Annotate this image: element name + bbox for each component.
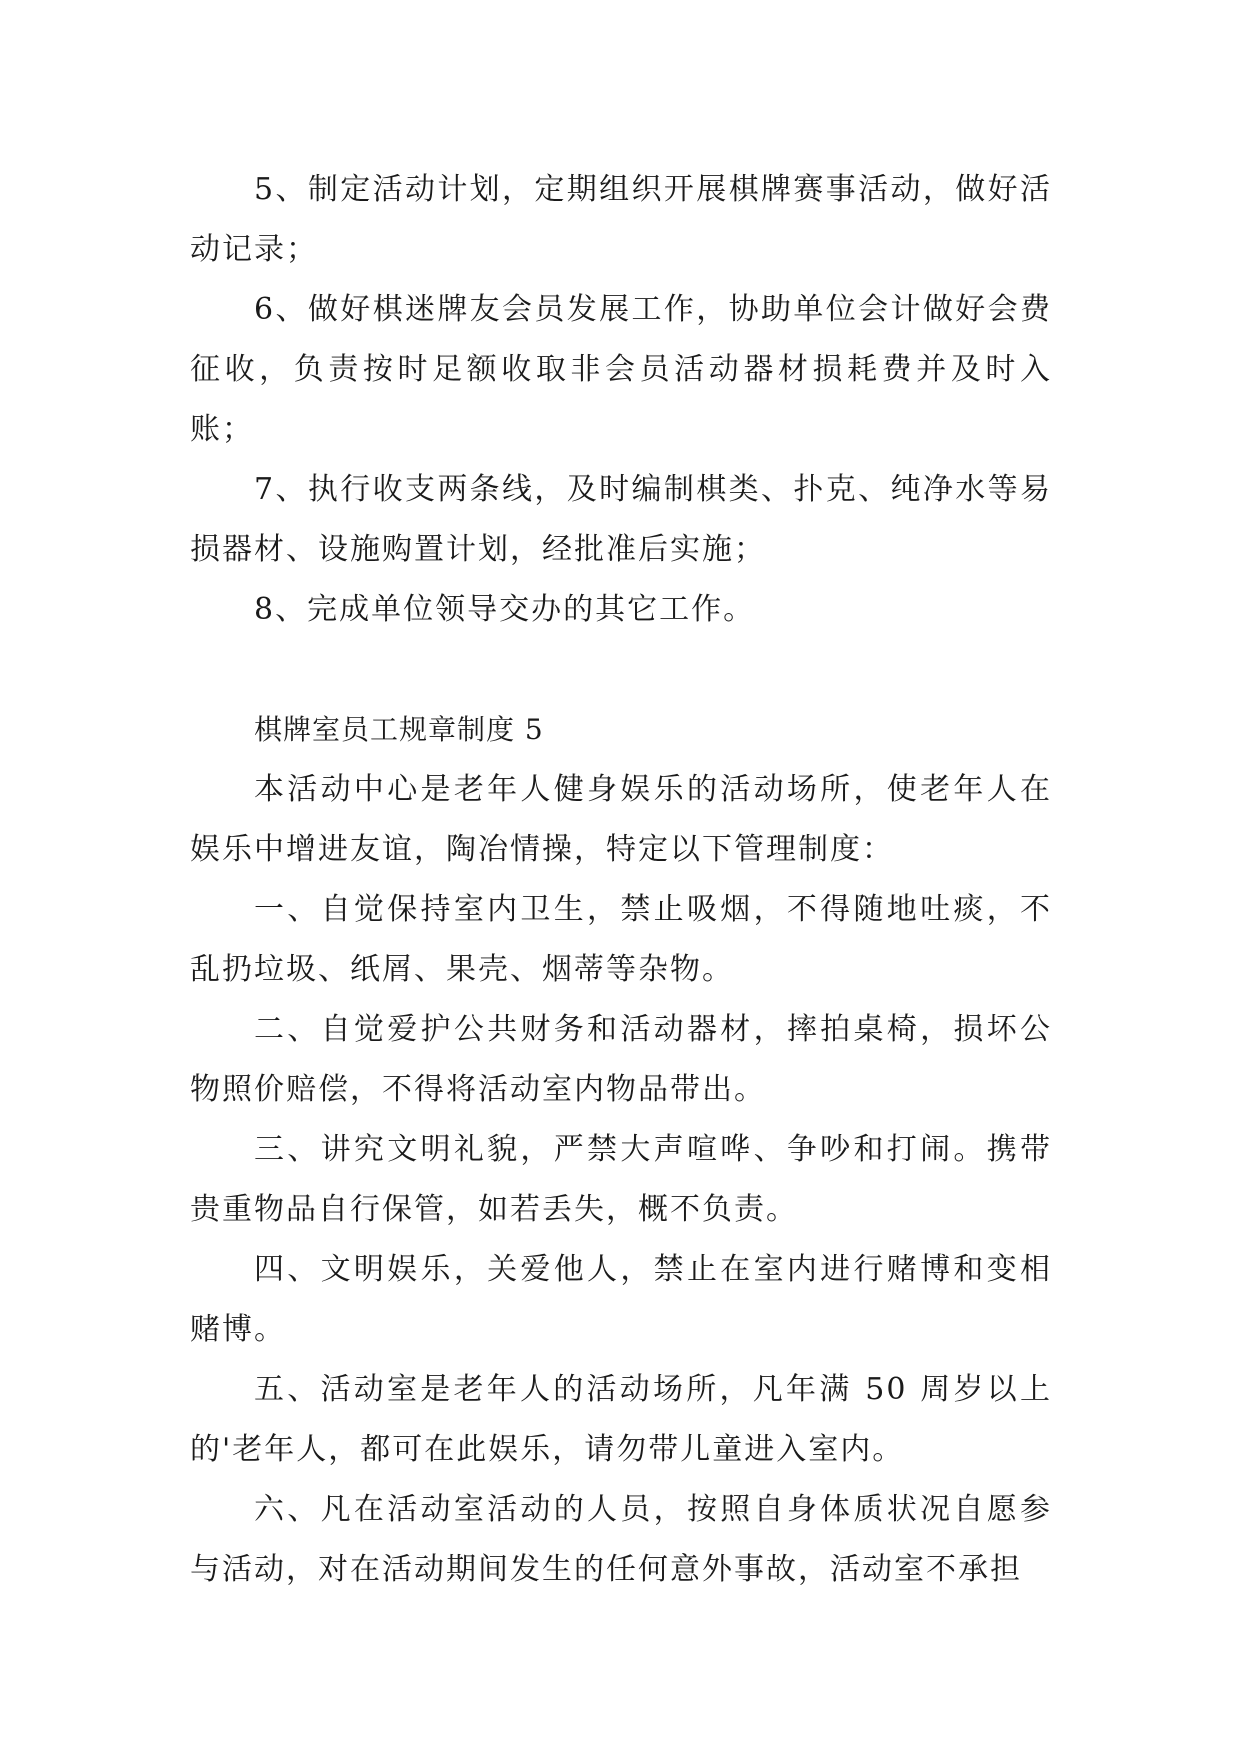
rule-4: 四、文明娱乐，关爱他人，禁止在室内进行赌博和变相赌博。 bbox=[190, 1252, 1052, 1347]
rule-2: 二、自觉爱护公共财务和活动器材，摔拍桌椅，损坏公物照价赔偿，不得将活动室内物品带出。 bbox=[190, 1012, 1052, 1107]
duty-item-6: 6、做好棋迷牌友会员发展工作，协助单位会计做好会费征收，负责按时足额收取非会员活动器材损耗费并及时入账； bbox=[190, 292, 1052, 447]
rule-5: 五、活动室是老年人的活动场所，凡年满 50 周岁以上的'老年人，都可在此娱乐，请勿带儿童进入室内。 bbox=[190, 1372, 1052, 1467]
rule-6: 六、凡在活动室活动的人员，按照自身体质状况自愿参与活动，对在活动期间发生的任何意外事故，活动室不承担 bbox=[190, 1492, 1052, 1587]
section-gap bbox=[190, 640, 1052, 700]
duty-item-8: 8、完成单位领导交办的其它工作。 bbox=[254, 592, 756, 627]
rule-1: 一、自觉保持室内卫生，禁止吸烟，不得随地吐痰，不乱扔垃圾、纸屑、果壳、烟蒂等杂物。 bbox=[190, 892, 1052, 987]
rule-3: 三、讲究文明礼貌，严禁大声喧哗、争吵和打闹。携带贵重物品自行保管，如若丢失，概不负责。 bbox=[190, 1132, 1052, 1227]
duty-item-5: 5、制定活动计划，定期组织开展棋牌赛事活动，做好活动记录； bbox=[190, 172, 1052, 267]
section-title: 棋牌室员工规章制度 5 bbox=[254, 713, 544, 746]
document-body bbox=[190, 160, 1052, 1600]
section-intro: 本活动中心是老年人健身娱乐的活动场所，使老年人在娱乐中增进友谊，陶冶情操，特定以下管理制度： bbox=[190, 772, 1052, 867]
duty-item-7: 7、执行收支两条线，及时编制棋类、扑克、纯净水等易损器材、设施购置计划，经批准后实施； bbox=[190, 472, 1052, 567]
